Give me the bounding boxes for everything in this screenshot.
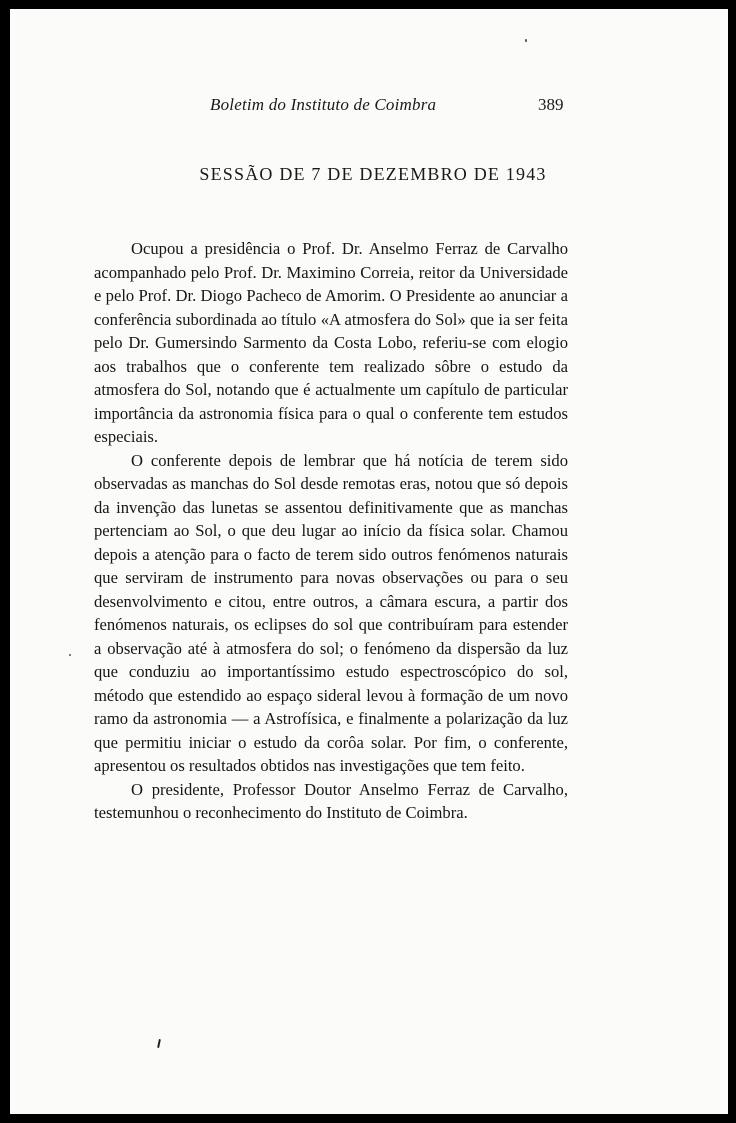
paragraph-presidency: Ocupou a presidência o Prof. Dr. Anselmo Ferraz de Carvalho acompanhado pelo Prof. Dr. Maximino Correia, reitor da Universidade e pelo Prof. Dr. Diogo Pacheco de Amorim. O Presidente ao anunciar a conferência subordinada ao título «A atmosfera do Sol» que ia ser feita pelo Dr. Gumersindo Sarmento da Costa Lobo, referiu-se com elogio aos trabalhos que o conferente tem realizado sôbre o estudo da atmosfera do Sol, notando que é actualmente um capítulo de particular importância da astronomia física para o qual o conferente tem estudos especiais.	[94, 239, 568, 446]
section-title: SESSÃO DE 7 DE DEZEMBRO DE 1943	[199, 164, 547, 184]
document-page	[10, 9, 728, 1114]
page-number: 389	[538, 95, 564, 114]
scan-speck	[157, 1039, 161, 1048]
paragraph-lecture: O conferente depois de lembrar que há notícia de terem sido observadas as manchas do Sol desde remotas eras, notou que só depois da invenção das lunetas se assentou definitivamente que as manchas pertenciam ao Sol, o que deu lugar ao início da física solar. Chamou depois a atenção para o facto de terem sido outros fenómenos naturais que serviram de instrumento para novas observações ou para o seu desenvolvimento e citou, entre outros, a câmara escura, a partir dos fenómenos naturais, os eclipses do sol que contribuíram para estender a observação até à atmosfera do sol; o fenómeno da dispersão da luz que conduziu ao importantíssimo estudo espectroscópico do sol, método que estendido ao espaço sideral levou à formação de um novo ramo da astronomia — a Astrofísica, e finalmente a polarização da luz que permitiu iniciar o estudo da corôa solar. Por fim, o conferente, apresentou os resultados obtidos nas investigações que tem feito.	[94, 450, 568, 775]
running-head	[10, 95, 728, 119]
scan-speck	[525, 39, 527, 42]
running-title: Boletim do Instituto de Coimbra	[210, 95, 437, 114]
scan-speck	[69, 654, 71, 656]
paragraph-closing: O presidente, Professor Doutor Anselmo Ferraz de Carvalho, testemunhou o reconhecimento do Instituto de Coimbra.	[94, 779, 568, 822]
body-text	[94, 237, 568, 825]
